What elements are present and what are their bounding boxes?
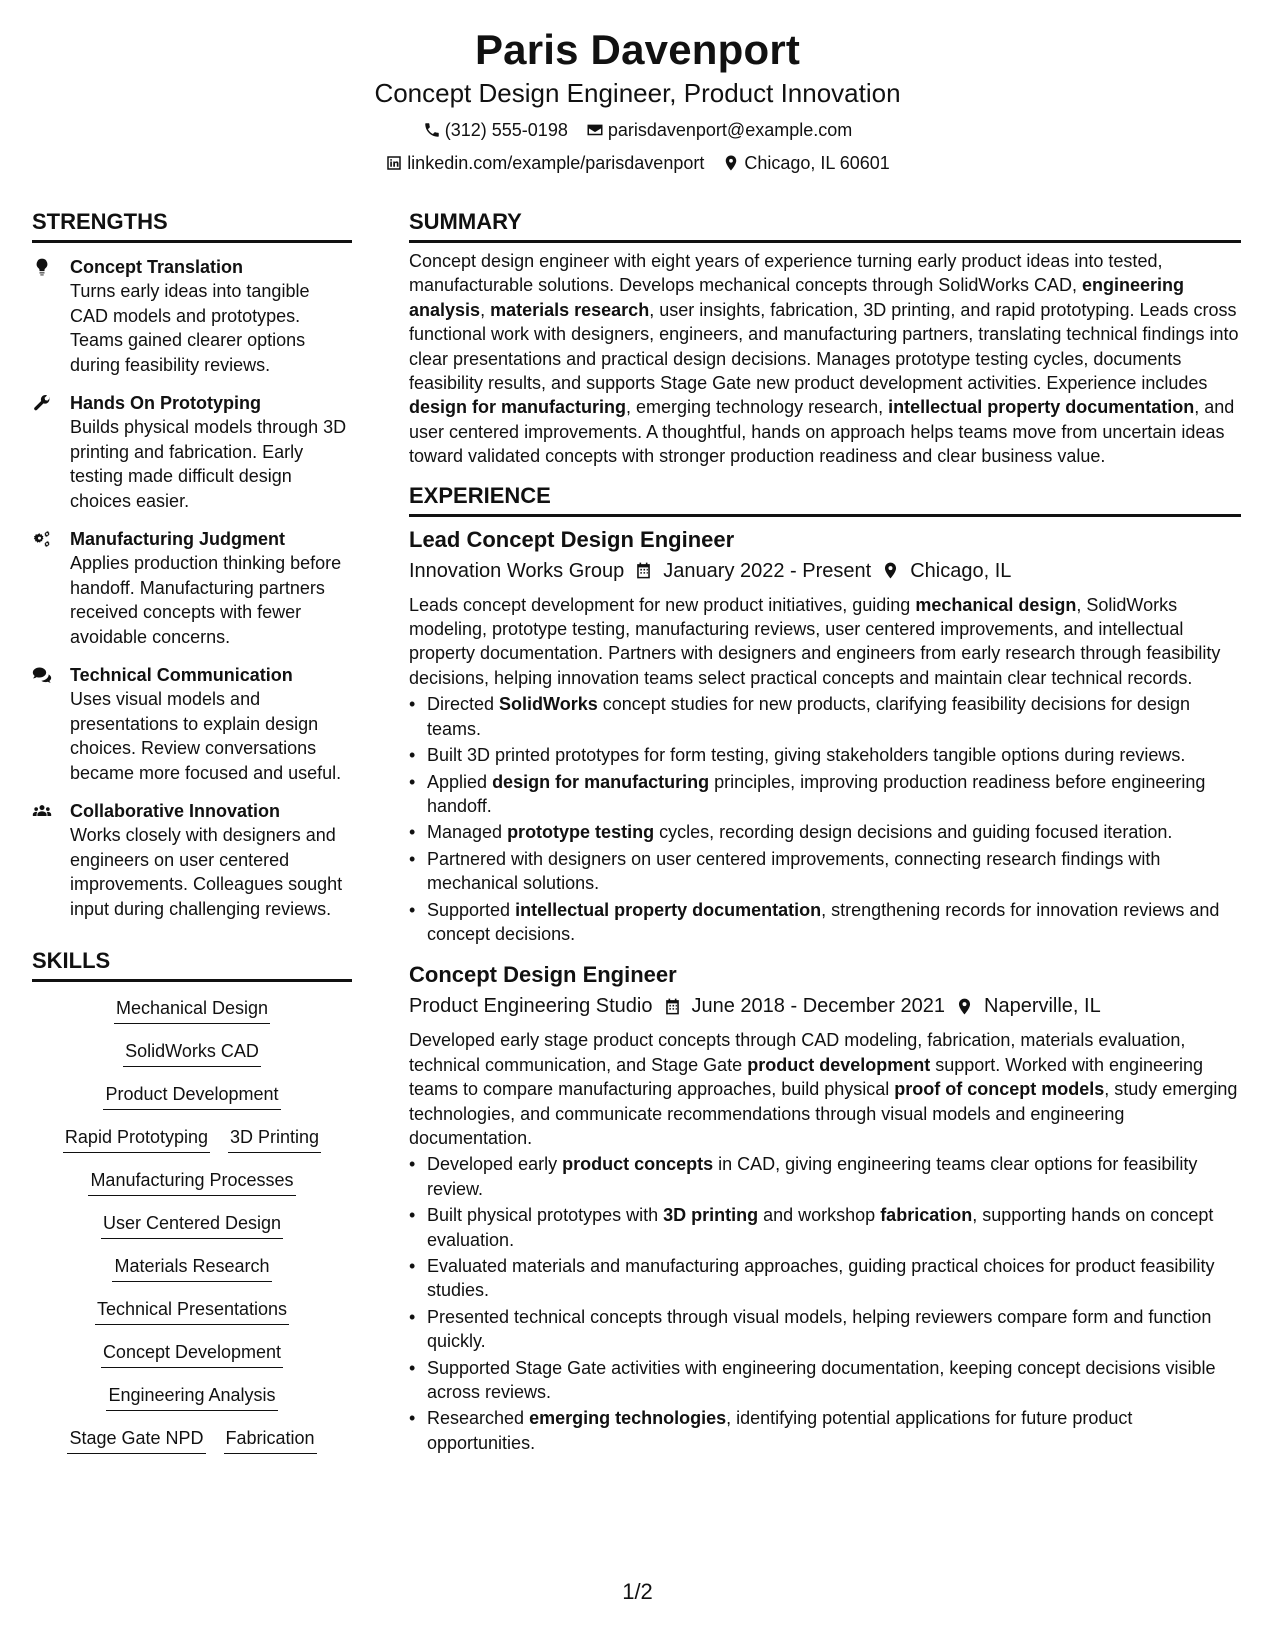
- candidate-name: Paris Davenport: [474, 26, 801, 73]
- contact-row-2: [0, 151, 1275, 175]
- skill-row: [32, 1082, 352, 1110]
- job-dates: January 2022 - Present: [663, 559, 872, 582]
- strength-item: [32, 799, 352, 921]
- experience-list: [409, 525, 1241, 1456]
- job-location: Naperville, IL: [984, 995, 1101, 1018]
- wrench-icon: [32, 391, 70, 513]
- phone-text: (312) 555-0198: [444, 120, 568, 140]
- skill-row: [32, 1125, 352, 1153]
- job-bullet: [409, 692, 1241, 741]
- bullet-keyword: product concepts: [562, 1154, 714, 1175]
- strength-title: Manufacturing Judgment: [70, 529, 285, 549]
- bullet-text: and workshop: [758, 1205, 881, 1226]
- job-description-text: support. Worked with engineering teams to compare manufacturing approaches, build physical: [409, 1054, 1204, 1100]
- job-location-group: [955, 992, 1101, 1020]
- job-title: Lead Concept Design Engineer: [409, 526, 735, 552]
- strength-item: [32, 391, 352, 513]
- summary-text: ,: [480, 299, 491, 320]
- page-number: 1/2: [622, 1579, 653, 1604]
- bullet-keyword: emerging technologies: [529, 1408, 727, 1429]
- skill-row: [32, 1168, 352, 1196]
- bullet-text: , supporting hands on concept evaluation.: [427, 1205, 1214, 1250]
- strength-body: [70, 799, 352, 921]
- skill-tag: SolidWorks CAD: [123, 1039, 261, 1067]
- strength-item: [32, 255, 352, 377]
- job-description-text: , study emerging technologies, and communicate recommendations through visual models and engineering documentation.: [409, 1079, 1238, 1148]
- job-entry: [409, 525, 1241, 947]
- right-column: [409, 208, 1241, 1455]
- job-bullet: [409, 743, 1241, 767]
- phone-contact[interactable]: [423, 118, 568, 142]
- skill-row: [32, 996, 352, 1024]
- bullet-keyword: fabrication: [880, 1205, 973, 1226]
- strength-description: Uses visual models and presentations to explain design choices. Review conversations became more focused and useful.: [70, 689, 342, 783]
- experience-heading: EXPERIENCE: [409, 482, 1241, 517]
- bullet-text: principles, improving production readiness before engineering handoff.: [427, 771, 1206, 816]
- strength-description: Works closely with designers and engineers on user centered improvements. Colleagues sought input during challenging reviews.: [70, 825, 343, 919]
- summary-text: , and user centered improvements. A thoughtful, hands on approach helps teams move from uncertain ideas toward validated concepts with stronger production readiness and clear business value.: [409, 397, 1235, 467]
- linkedin-text: linkedin.com/example/parisdavenport: [407, 153, 705, 173]
- job-description-keyword: proof of concept models: [894, 1079, 1105, 1100]
- job-company: Innovation Works Group: [409, 559, 625, 582]
- summary-text: [409, 249, 1241, 469]
- bullet-text: Directed: [427, 694, 500, 715]
- strengths-list: [32, 255, 352, 921]
- summary-text: , user insights, fabrication, 3D printing, and rapid prototyping. Leads cross functional work with designers, engineers, and manufacturing partners, translating technical findings into clear presentations and practical design decisions. Manages prototype testing cycles, documents feasibility results, and supports Stage Gate new product development activities. Experience includes: [409, 299, 1239, 394]
- bullet-text: concept studies for new products, clarifying feasibility decisions for design teams.: [427, 694, 1191, 739]
- strength-item: [32, 527, 352, 649]
- skill-row: [32, 1383, 352, 1411]
- job-bullet: [409, 820, 1241, 844]
- job-location-group: [881, 557, 1011, 585]
- users-icon: [32, 799, 70, 921]
- strength-title: Technical Communication: [70, 665, 293, 685]
- bullet-text: in CAD, giving engineering teams clear options for feasibility review.: [427, 1154, 1198, 1199]
- skill-tag: Materials Research: [112, 1254, 271, 1282]
- job-bullet: [409, 1203, 1241, 1252]
- skill-tag: Technical Presentations: [95, 1297, 289, 1325]
- job-dates: June 2018 - December 2021: [691, 995, 945, 1018]
- job-description: [409, 1028, 1241, 1150]
- bullet-text: Developed early: [427, 1154, 563, 1175]
- summary-keyword: materials research: [490, 299, 650, 320]
- left-column: [32, 208, 352, 1469]
- skill-tag: Rapid Prototyping: [63, 1125, 210, 1153]
- linkedin-contact[interactable]: [385, 151, 704, 175]
- comments-icon: [32, 663, 70, 785]
- job-dates-group: [634, 557, 871, 585]
- map-pin-icon: [955, 997, 974, 1016]
- job-location: Chicago, IL: [910, 559, 1012, 582]
- summary-keyword: intellectual property documentation: [888, 397, 1195, 418]
- strength-body: [70, 663, 352, 785]
- bullet-text: Built physical prototypes with: [427, 1205, 664, 1226]
- strength-body: [70, 391, 352, 513]
- job-title: Concept Design Engineer: [409, 962, 677, 988]
- bullet-text: Supported: [427, 899, 516, 920]
- summary-heading: SUMMARY: [409, 208, 1241, 243]
- job-bullet: [409, 1152, 1241, 1201]
- job-bullet: [409, 1356, 1241, 1405]
- strength-description: Turns early ideas into tangible CAD models and prototypes. Teams gained clearer options during feasibility reviews.: [70, 281, 310, 375]
- bullet-text: , strengthening records for innovation reviews and concept decisions.: [427, 899, 1220, 944]
- bullet-text: Supported Stage Gate activities with engineering documentation, keeping concept decisions visible across reviews.: [427, 1357, 1216, 1403]
- bullet-text: cycles, recording design decisions and guiding focused iteration.: [654, 822, 1173, 843]
- calendar-icon: [634, 561, 653, 580]
- job-bullets: [409, 692, 1241, 946]
- skill-tag: Stage Gate NPD: [67, 1426, 205, 1454]
- strength-description: Builds physical models through 3D printing and fabrication. Early testing made difficult design choices easier.: [70, 417, 347, 511]
- strengths-heading: STRENGTHS: [32, 208, 352, 243]
- gears-icon: [32, 527, 70, 649]
- job-description-keyword: mechanical design: [915, 594, 1077, 615]
- skill-tag: Fabrication: [224, 1426, 317, 1454]
- skills-heading: SKILLS: [32, 947, 352, 982]
- job-entry: [409, 960, 1241, 1455]
- map-pin-icon: [722, 154, 740, 172]
- skill-tag: Concept Development: [101, 1340, 283, 1368]
- job-bullet: [409, 770, 1241, 819]
- bullet-text: , identifying potential applications for future product opportunities.: [427, 1408, 1133, 1453]
- bullet-text: Managed: [427, 822, 508, 843]
- job-meta: [409, 992, 1241, 1020]
- summary-text: , emerging technology research,: [626, 397, 889, 418]
- strength-description: Applies production thinking before handoff. Manufacturing partners received concepts with fewer avoidable concerns.: [70, 553, 342, 647]
- job-dates-group: [663, 992, 946, 1020]
- job-bullets: [409, 1152, 1241, 1455]
- job-description-text: , SolidWorks modeling, prototype testing, manufacturing reviews, user centered improvements, and intellectual property documentation. Partners with designers and engineers from early research through feasibility decisions, helping innovation teams select practical concepts and maintain clear technical records.: [409, 594, 1221, 688]
- strength-title: Hands On Prototyping: [70, 393, 261, 413]
- bullet-text: Presented technical concepts through visual models, helping reviewers compare form and function quickly.: [427, 1306, 1212, 1352]
- bullet-keyword: 3D printing: [663, 1205, 759, 1226]
- skill-tag: 3D Printing: [228, 1125, 321, 1153]
- skills-list: [32, 996, 352, 1454]
- job-description: [409, 593, 1241, 691]
- bullet-text: Researched: [427, 1408, 530, 1429]
- job-description-text: Leads concept development for new product initiatives, guiding: [409, 594, 916, 615]
- job-bullet: [409, 898, 1241, 947]
- job-company: Product Engineering Studio: [409, 995, 653, 1018]
- job-bullet: [409, 1254, 1241, 1303]
- skill-tag: Mechanical Design: [114, 996, 270, 1024]
- location-text: Chicago, IL 60601: [744, 153, 890, 173]
- skill-row: [32, 1340, 352, 1368]
- strength-item: [32, 663, 352, 785]
- resume-header: [0, 0, 1275, 175]
- bullet-keyword: intellectual property documentation: [515, 899, 822, 920]
- email-contact[interactable]: [586, 118, 852, 142]
- job-description-keyword: product development: [747, 1054, 931, 1075]
- skill-tag: User Centered Design: [101, 1211, 283, 1239]
- candidate-title: Concept Design Engineer, Product Innovation: [374, 78, 901, 108]
- strength-body: [70, 255, 352, 377]
- bullet-text: Evaluated materials and manufacturing approaches, guiding practical choices for product feasibility studies.: [427, 1256, 1215, 1301]
- skill-row: [32, 1211, 352, 1239]
- calendar-icon: [663, 997, 682, 1016]
- lightbulb-icon: [32, 255, 70, 377]
- summary-keyword: engineering analysis: [409, 275, 1185, 320]
- bullet-text: Partnered with designers on user centered improvements, connecting research findings with mechanical solutions.: [427, 848, 1161, 894]
- bullet-text: Built 3D printed prototypes for form testing, giving stakeholders tangible options during reviews.: [427, 745, 1186, 766]
- bullet-keyword: design for manufacturing: [492, 771, 710, 792]
- job-meta: [409, 557, 1241, 585]
- skill-tag: Product Development: [103, 1082, 280, 1110]
- skill-row: [32, 1297, 352, 1325]
- map-pin-icon: [881, 561, 900, 580]
- skill-tag: Engineering Analysis: [106, 1383, 277, 1411]
- bullet-text: Applied: [427, 771, 493, 792]
- skill-tag: Manufacturing Processes: [88, 1168, 295, 1196]
- strength-body: [70, 527, 352, 649]
- job-bullet: [409, 1406, 1241, 1455]
- job-bullet: [409, 847, 1241, 896]
- job-description-text: Developed early stage product concepts through CAD modeling, fabrication, materials evaluation, technical communication, and Stage Gate: [409, 1030, 1186, 1075]
- linkedin-icon: [385, 154, 403, 172]
- email-text: parisdavenport@example.com: [607, 120, 853, 140]
- envelope-icon: [586, 121, 604, 139]
- location-contact: [722, 151, 889, 175]
- strength-title: Collaborative Innovation: [70, 801, 281, 821]
- summary-keyword: design for manufacturing: [409, 397, 627, 418]
- phone-icon: [423, 121, 441, 139]
- summary-text: Concept design engineer with eight years of experience turning early product ideas into tested, manufacturable solutions. Develops mechanical concepts through SolidWorks CAD,: [409, 251, 1163, 296]
- skill-row: [32, 1039, 352, 1067]
- strength-title: Concept Translation: [70, 257, 244, 277]
- bullet-keyword: prototype testing: [507, 822, 655, 843]
- contact-row-1: [0, 118, 1275, 142]
- skill-row: [32, 1254, 352, 1282]
- skill-row: [32, 1426, 352, 1454]
- job-bullet: [409, 1305, 1241, 1354]
- bullet-keyword: SolidWorks: [499, 694, 598, 715]
